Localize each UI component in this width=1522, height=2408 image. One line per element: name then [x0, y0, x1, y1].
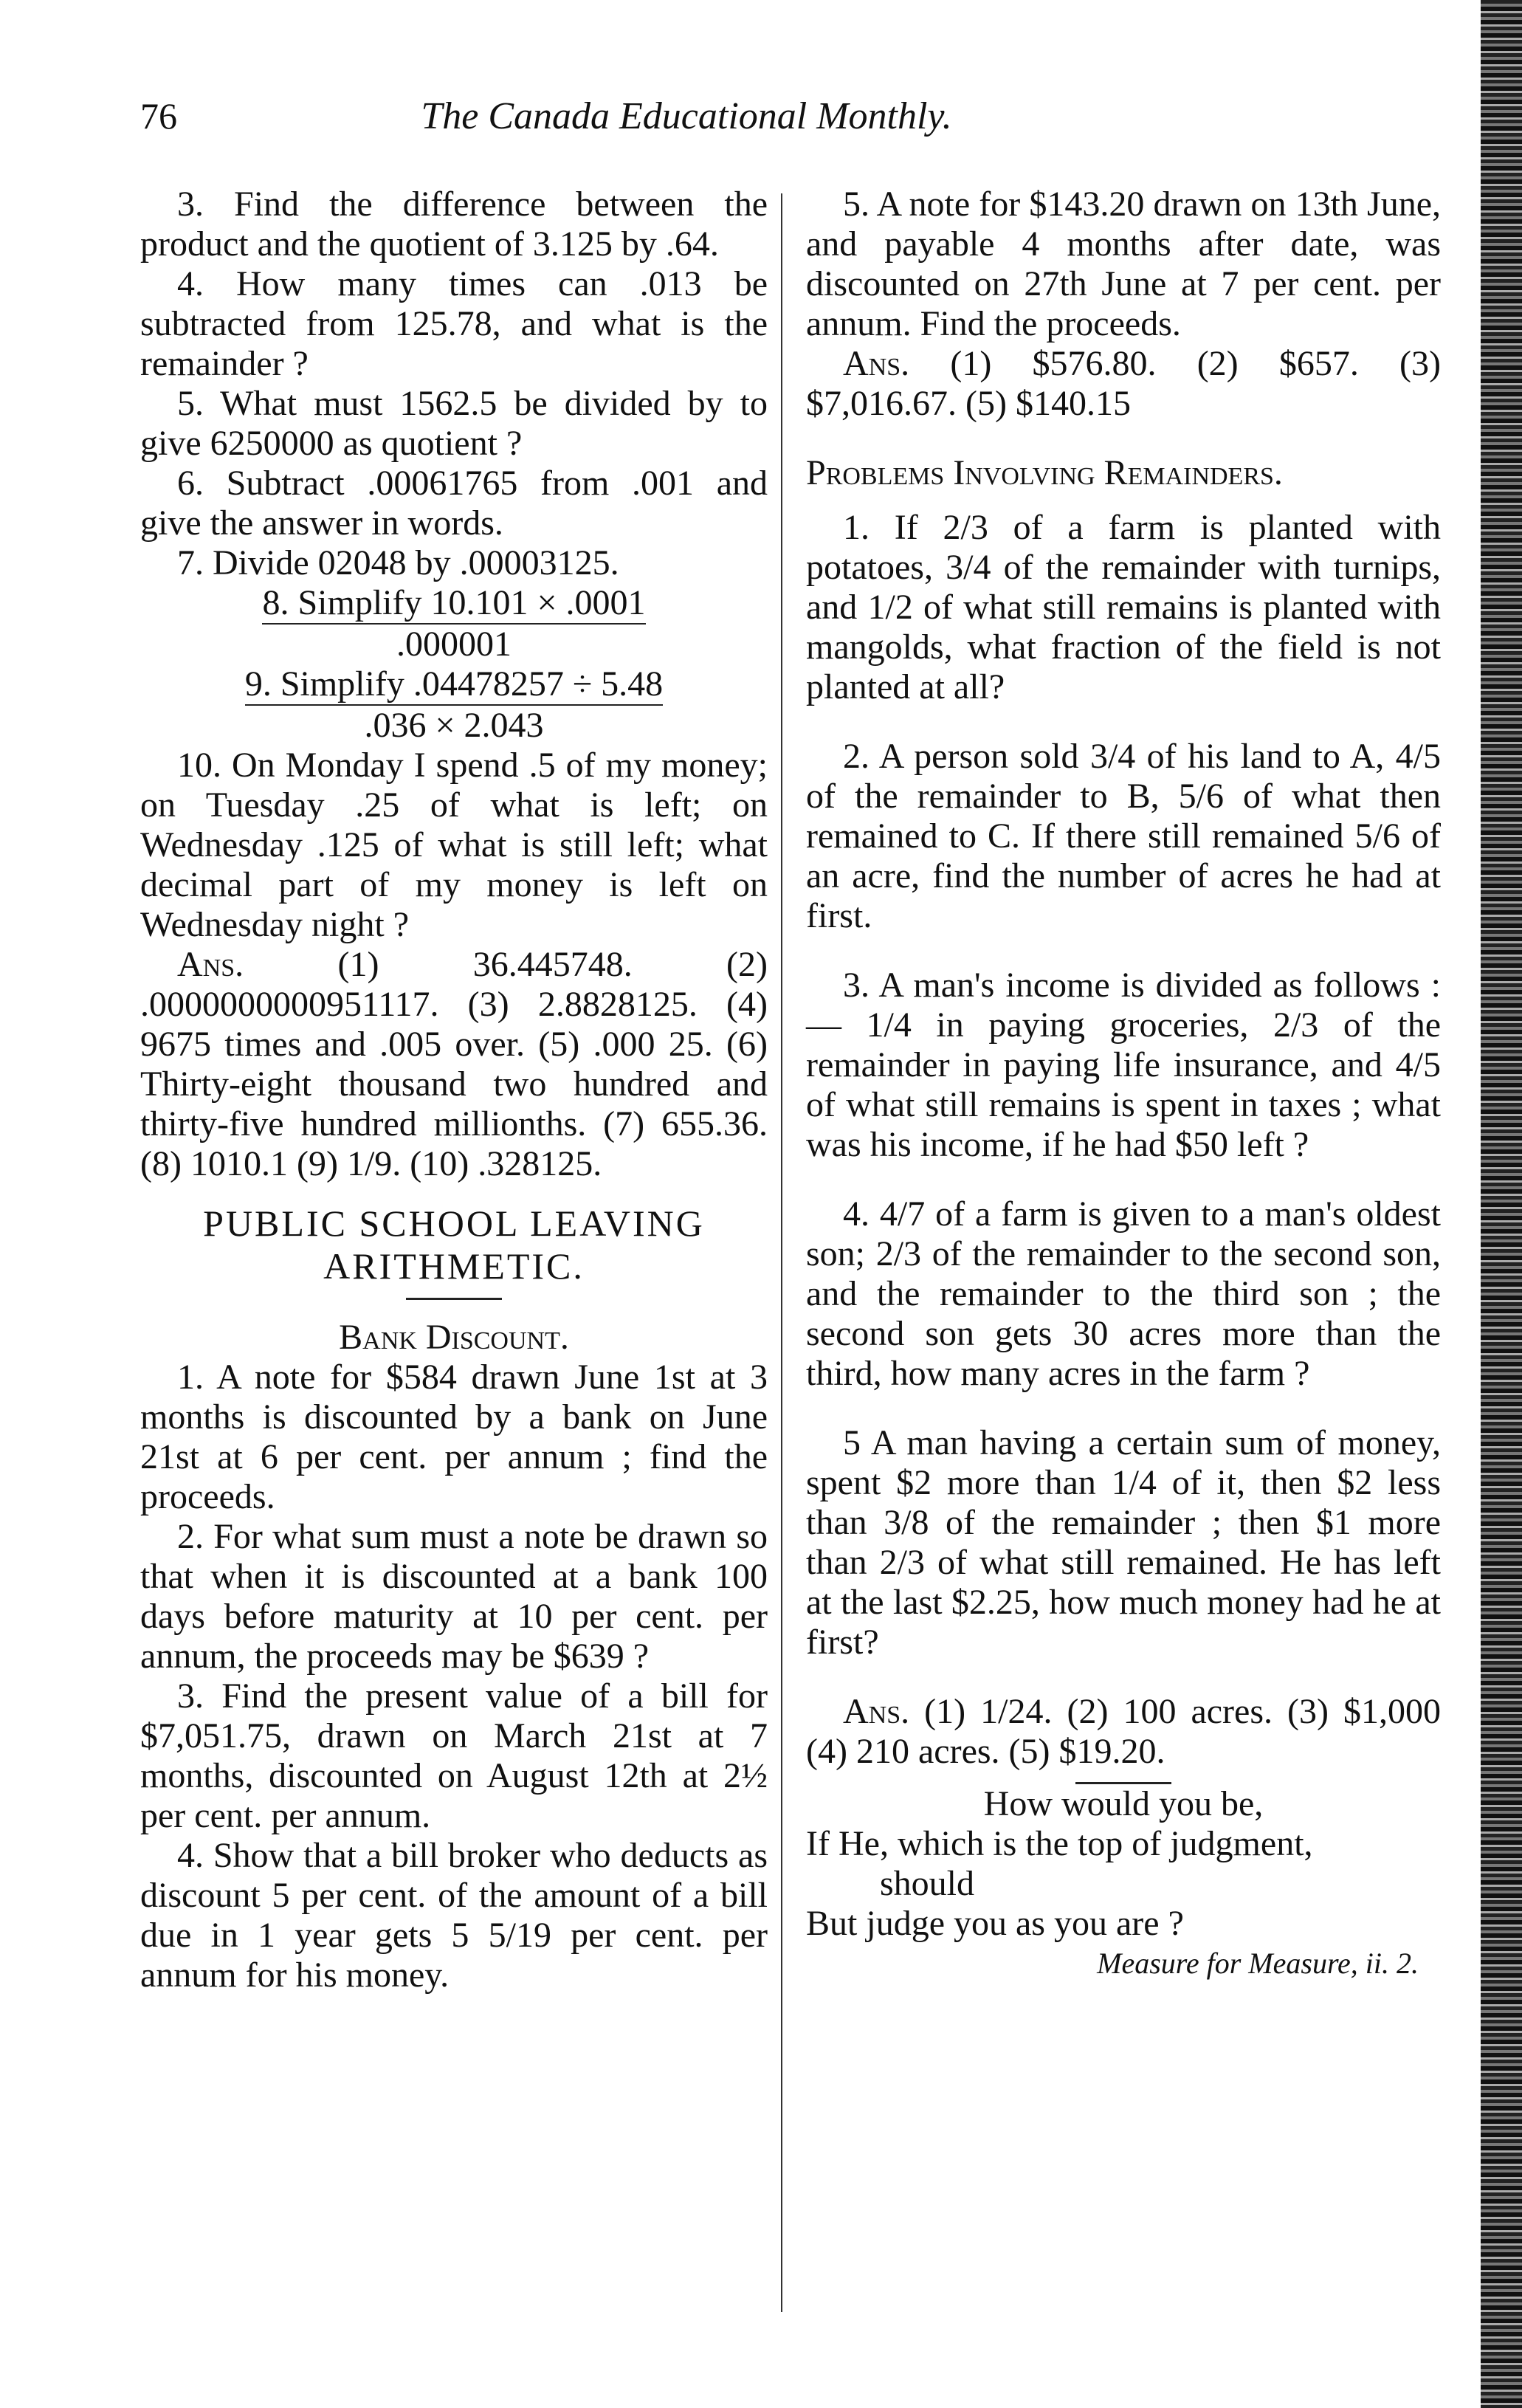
bank-question-2: 2. For what sum must a note be drawn so that when it is discounted at a bank 100 days before maturity at 10 per cent. per annum, the proceeds may be $639 ? [140, 1517, 768, 1676]
right-column [806, 185, 1441, 1984]
divider [406, 1298, 502, 1300]
question-10: 10. On Monday I spend .5 of my money; on Tuesday .25 of what is left; on Wednesday .125 of what is still left; what decimal part of my money is left on Wednesday night ? [140, 746, 768, 944]
question-3: 3. Find the difference between the product and the quotient of 3.125 by .64. [140, 185, 768, 264]
scan-edge-decoration [1481, 0, 1522, 2408]
bank-answers-text: (1) $576.80. (2) $657. (3) $7,016.67. (5) $140.15 [806, 344, 1442, 423]
section-heading-line-1: PUBLIC SCHOOL LEAVING [203, 1203, 705, 1244]
quote-line-3: should [880, 1864, 975, 1903]
quote-line-4: But judge you as you are ? [806, 1904, 1184, 1943]
column-divider [781, 193, 782, 2312]
bank-answers-label: Ans. [843, 344, 910, 383]
left-column [140, 185, 768, 1995]
question-7: 7. Divide 02048 by .00003125. [177, 543, 619, 582]
question-5: 5. What must 1562.5 be divided by to give 6250000 as quotient ? [140, 384, 768, 463]
question-8-denominator: .000001 [396, 625, 512, 664]
bank-question-5: 5. A note for $143.20 drawn on 13th June, and payable 4 months after date, was discounted on 27th June at 7 per cent. per annum. Find the proceeds. [806, 185, 1441, 343]
remainder-answers [806, 1692, 1441, 1772]
question-9-denominator: .036 × 2.043 [364, 706, 544, 745]
bank-question-3: 3. Find the present value of a bill for $7,051.75, drawn on March 21st at 7 months, discounted on August 12th at 2½ per cent. per annum. [140, 1676, 768, 1835]
running-title: The Canada Educational Monthly. [421, 95, 952, 137]
question-9-numerator: 9. Simplify .04478257 ÷ 5.48 [245, 664, 663, 706]
subsection-heading: Bank Discount. [339, 1318, 569, 1357]
remainder-question-2: 2. A person sold 3/4 of his land to A, 4/5 of the remainder to B, 5/6 of what then remained to C. If there still remained 5/6 of an acre, find the number of acres he had at first. [806, 737, 1441, 935]
remainder-question-1: 1. If 2/3 of a farm is planted with potatoes, 3/4 of the remainder with turnips, and 1/2 of what still remains is planted with mangolds, what fraction of the field is not planted at all? [806, 508, 1441, 706]
question-9 [140, 664, 768, 746]
section-heading [140, 1202, 768, 1287]
answers-text: (1) 36.445748. (2) .0000000000951117. (3) 2.8828125. (4) 9675 times and .005 over. (5) .000 25. (6) Thirty-eight thousand two hundred and thirty-five hundred millionths. (7) 655.36. (8) 1010.1 (9) 1/9. (10) .328125. [140, 945, 768, 1183]
bank-question-1: 1. A note for $584 drawn June 1st at 3 months is discounted by a bank on June 21st at 6 per cent. per annum ; find the proceeds. [140, 1358, 768, 1516]
remainder-answers-label: Ans. [843, 1692, 910, 1731]
answers-decimals [140, 945, 768, 1184]
remainder-answers-text: (1) 1/24. (2) 100 acres. (3) $1,000 (4) 210 acres. (5) $19.20. [806, 1692, 1442, 1771]
question-8-numerator: 8. Simplify 10.101 × .0001 [262, 583, 645, 625]
bank-question-4: 4. Show that a bill broker who deducts as discount 5 per cent. of the amount of a bill due in 1 year gets 5 5/19 per cent. per annum for his money. [140, 1836, 768, 1995]
question-8 [140, 583, 768, 664]
question-6: 6. Subtract .00061765 from .001 and give the answer in words. [140, 464, 768, 543]
remainder-question-4: 4. 4/7 of a farm is given to a man's oldest son; 2/3 of the remainder to the second son, and the remainder to the third son ; the second son gets 30 acres more than the third, how many acres in the farm ? [806, 1194, 1441, 1393]
remainder-question-5: 5 A man having a certain sum of money, spent $2 more than 1/4 of it, then $2 less than 3/8 of the remainder ; then $1 more than 2/3 of what still remained. He has left at the last $2.25, how much money had he at first? [806, 1423, 1441, 1662]
bank-answers [806, 344, 1441, 424]
remainder-question-3: 3. A man's income is divided as follows :— 1/4 in paying groceries, 2/3 of the remainder in paying life insurance, and 4/5 of what still remains is spent in taxes ; what was his income, if he had $50 left ? [806, 966, 1441, 1164]
remainders-heading: Problems Involving Remainders. [806, 453, 1283, 492]
quote-line-2: If He, which is the top of judgment, [806, 1824, 1313, 1863]
section-heading-line-2: ARITHMETIC. [323, 1245, 585, 1287]
closing-quote [806, 1784, 1441, 1984]
question-4: 4. How many times can .013 be subtracted from 125.78, and what is the remainder ? [140, 264, 768, 383]
quote-source: Measure for Measure, ii. 2. [1097, 1947, 1419, 1980]
answers-label: Ans. [177, 945, 244, 984]
page-number: 76 [140, 95, 177, 137]
quote-line-1: How would you be, [983, 1784, 1264, 1823]
